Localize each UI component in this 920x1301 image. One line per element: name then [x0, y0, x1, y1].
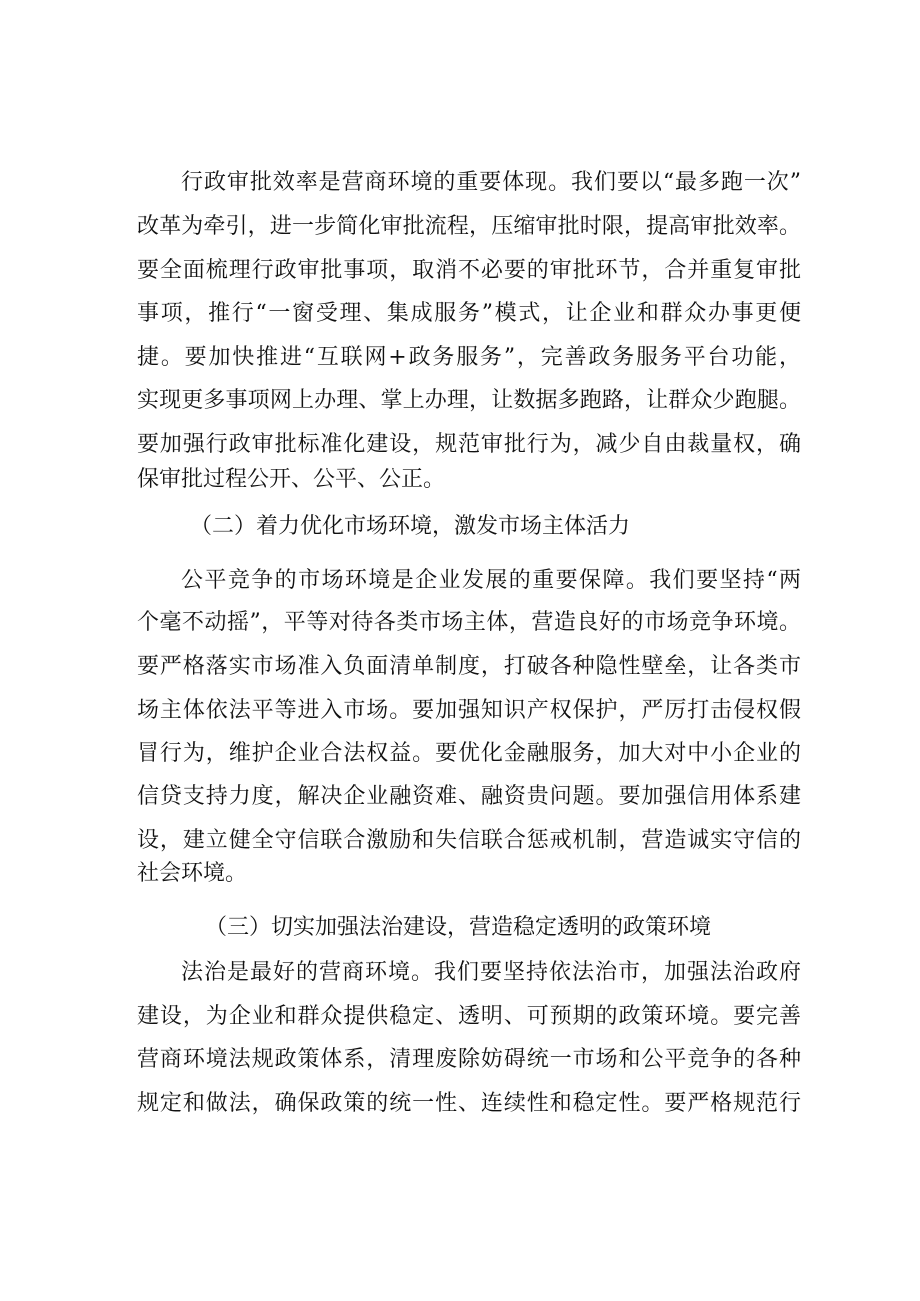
text-line: 信贷支持力度，解决企业融资难、融资贵问题。要加强信用体系建	[137, 784, 801, 809]
section-heading-market-environment: （二）着力优化市场环境，激发市场主体活力	[190, 514, 631, 539]
text-line: 冒行为，维护企业合法权益。要优化金融服务，加大对中小企业的	[137, 741, 801, 766]
text-line: 要严格落实市场准入负面清单制度，打破各种隐性壁垒，让各类市	[137, 654, 801, 679]
text-line: 行政审批效率是营商环境的重要体现。我们要以“最多跑一次”	[181, 170, 801, 195]
text-line: 社会环境。	[137, 861, 248, 886]
text-line: 保审批过程公开、公平、公正。	[137, 467, 446, 492]
text-line: 改革为牵引，进一步简化审批流程，压缩审批时限，提高审批效率。	[137, 214, 801, 239]
text-line: 要加强行政审批标准化建设，规范审批行为，减少自由裁量权，确	[137, 432, 801, 457]
text-line: 事项，推行“一窗受理、集成服务”模式，让企业和群众办事更便	[137, 301, 801, 326]
text-line: 建设，为企业和群众提供稳定、透明、可预期的政策环境。要完善	[137, 1004, 801, 1029]
text-line: 要全面梳理行政审批事项，取消不必要的审批环节，合并重复审批	[137, 258, 801, 283]
text-line: 营商环境法规政策体系，清理废除妨碍统一市场和公平竞争的各种	[137, 1047, 801, 1072]
text-line: 公平竞争的市场环境是企业发展的重要保障。我们要坚持“两	[181, 568, 801, 593]
section-heading-rule-of-law: （三）切实加强法治建设，营造稳定透明的政策环境	[205, 915, 712, 940]
text-line: 法治是最好的营商环境。我们要坚持依法治市，加强法治政府	[181, 960, 801, 985]
text-line: 实现更多事项网上办理、掌上办理，让数据多跑路，让群众少跑腿。	[137, 388, 801, 413]
text-line: 规定和做法，确保政策的统一性、连续性和稳定性。要严格规范行	[137, 1091, 801, 1116]
text-line: 捷。要加快推进“互联网+政务服务”，完善政务服务平台功能，	[137, 345, 801, 370]
text-line: 场主体依法平等进入市场。要加强知识产权保护，严厉打击侵权假	[137, 698, 801, 723]
text-line: 设，建立健全守信联合激励和失信联合惩戒机制，营造诚实守信的	[137, 828, 801, 853]
text-line: 个毫不动摇”，平等对待各类市场主体，营造良好的市场竞争环境。	[137, 610, 801, 635]
